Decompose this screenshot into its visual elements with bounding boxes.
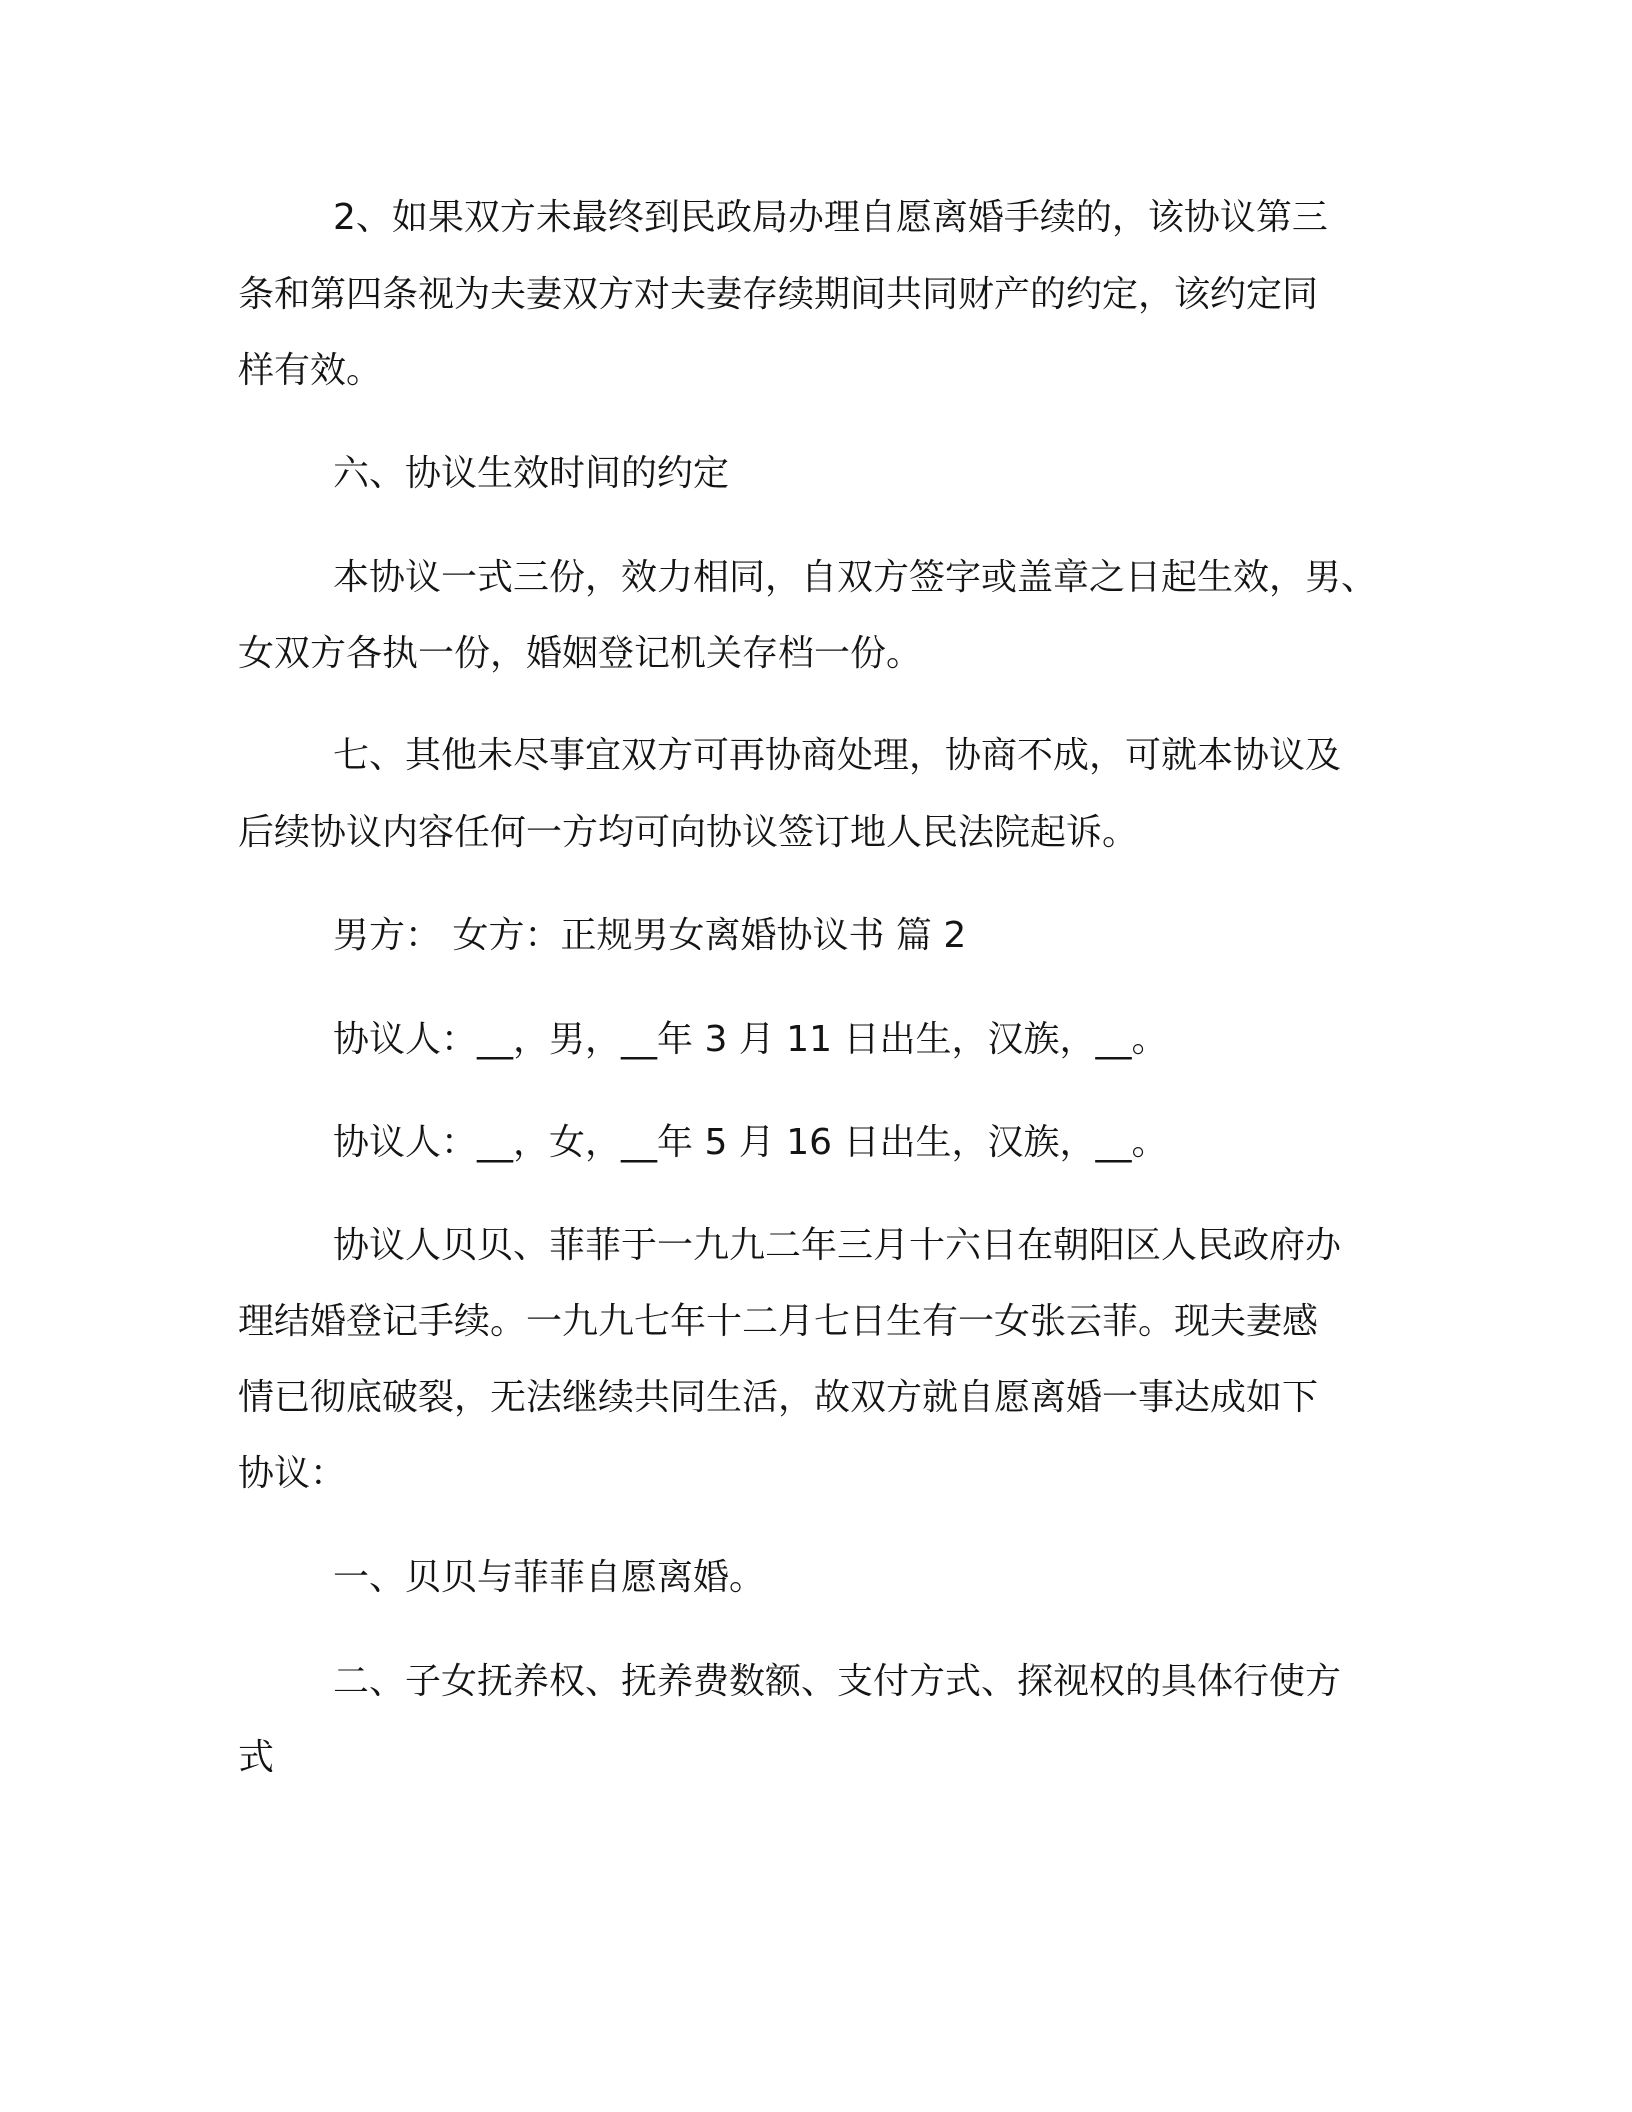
party-line: 协议人：__，女，__年 5 月 16 日出生，汉族，__。 (333, 1122, 1168, 1163)
text-line: 本协议一式三份，效力相同，自双方签字或盖章之日起生效，男、 (333, 557, 1378, 598)
text-line: 情已彻底破裂，无法继续共同生活，故双方就自愿离婚一事达成如下 (238, 1377, 1319, 1418)
text-line: 2、如果双方未最终到民政局办理自愿离婚手续的，该协议第三 (333, 197, 1328, 238)
party-line: 协议人：__，男，__年 3 月 11 日出生，汉族，__。 (333, 1019, 1168, 1060)
clause-line: 二、子女抚养权、抚养费数额、支付方式、探视权的具体行使方 (333, 1661, 1342, 1702)
section-heading: 六、协议生效时间的约定 (333, 453, 730, 494)
text-line: 七、其他未尽事宜双方可再协商处理，协商不成，可就本协议及 (333, 735, 1342, 776)
signature-and-heading-line: 男方： 女方：正规男女离婚协议书 篇 2 (333, 915, 967, 956)
text-line: 协议： (238, 1453, 347, 1494)
clause-line: 一、贝贝与菲菲自愿离婚。 (333, 1557, 766, 1598)
text-line: 女双方各执一份，婚姻登记机关存档一份。 (238, 633, 923, 674)
text-line: 后续协议内容任何一方均可向协议签订地人民法院起诉。 (238, 812, 1139, 853)
text-line: 理结婚登记手续。一九九七年十二月七日生有一女张云菲。现夫妻感 (238, 1301, 1319, 1342)
text-line: 协议人贝贝、菲菲于一九九二年三月十六日在朝阳区人民政府办 (333, 1225, 1342, 1266)
text-line: 样有效。 (238, 350, 383, 391)
text-line: 条和第四条视为夫妻双方对夫妻存续期间共同财产的约定，该约定同 (238, 274, 1319, 315)
text-line: 式 (238, 1737, 275, 1778)
